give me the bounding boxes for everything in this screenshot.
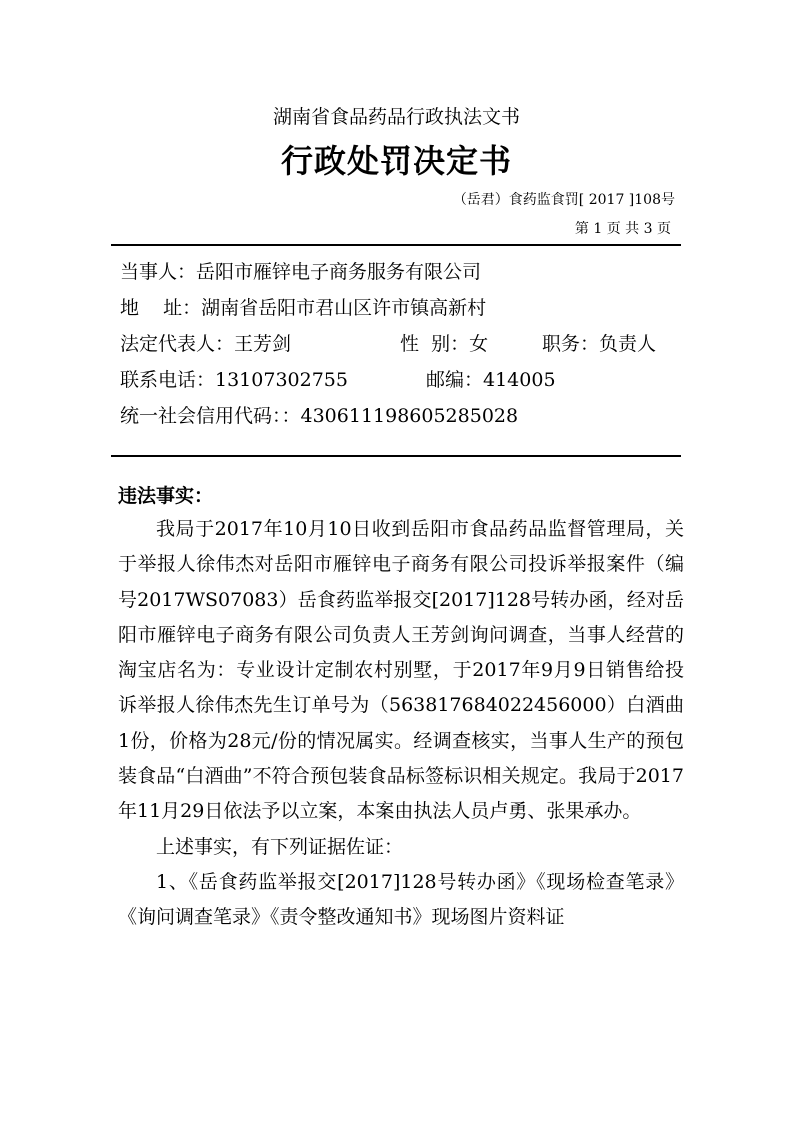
phone: 联系电话：13107302755 xyxy=(120,369,348,391)
evidence-intro: 上述事实，有下列证据佐证： xyxy=(156,835,404,858)
document-number: （岳君）食药监食罚[ 2017 ]108号 xyxy=(452,192,675,208)
credit-code: 统一社会信用代码：：430611198605285028 xyxy=(120,405,519,427)
violation-body xyxy=(118,512,684,936)
agency-title: 湖南省食品药品行政执法文书 xyxy=(272,106,520,128)
top-divider xyxy=(111,244,681,246)
postcode: 邮编：414005 xyxy=(426,369,556,391)
party-info xyxy=(120,254,680,434)
party-contact-line xyxy=(120,362,680,398)
party-address: 地 址：湖南省岳阳市君山区许市镇高新村 xyxy=(120,297,487,319)
gender: 性 别：女 xyxy=(400,333,489,355)
violation-heading: 违法事实： xyxy=(118,485,214,507)
violation-paragraph: 我局于2017年10月10日收到岳阳市食品药品监督管理局，关于举报人徐伟杰对岳阳市雁锌电子商务有限公司投诉举报案件（编号2017WS07083）岳食药监举报交[2017]128号转办函，经对岳阳市雁锌电子商务有限公司负责人王芳剑询问调查，当事人经营的淘宝店名为：专业设计定制农村别墅，于2017年9月9日销售给投诉举报人徐伟杰先生订单号为（563817684022456000）白酒曲1份，价格为28元/份的情况属实。经调查核实，当事人生产的预包装食品“白酒曲”不符合预包装食品标签标识相关规定。我局于2017年11月29日依法予以立案，本案由执法人员卢勇、张果承办。 xyxy=(118,518,684,823)
party-address-line xyxy=(120,290,680,326)
bottom-divider xyxy=(111,455,681,457)
party-name-line xyxy=(120,254,680,290)
legal-representative: 法定代表人：王芳剑 xyxy=(120,333,292,355)
position: 职务：负责人 xyxy=(542,333,657,355)
page-info: 第 1 页 共 3 页 xyxy=(574,221,671,237)
evidence-item: 1、《岳食药监举报交[2017]128号转办函》《现场检查笔录》《询问调查笔录》《责令整改通知书》现场图片资料证 xyxy=(118,870,684,929)
document-title: 行政处罚决定书 xyxy=(280,142,512,180)
party-name: 当事人：岳阳市雁锌电子商务服务有限公司 xyxy=(120,261,482,283)
party-credit-line xyxy=(120,398,680,434)
party-rep-line xyxy=(120,326,680,362)
